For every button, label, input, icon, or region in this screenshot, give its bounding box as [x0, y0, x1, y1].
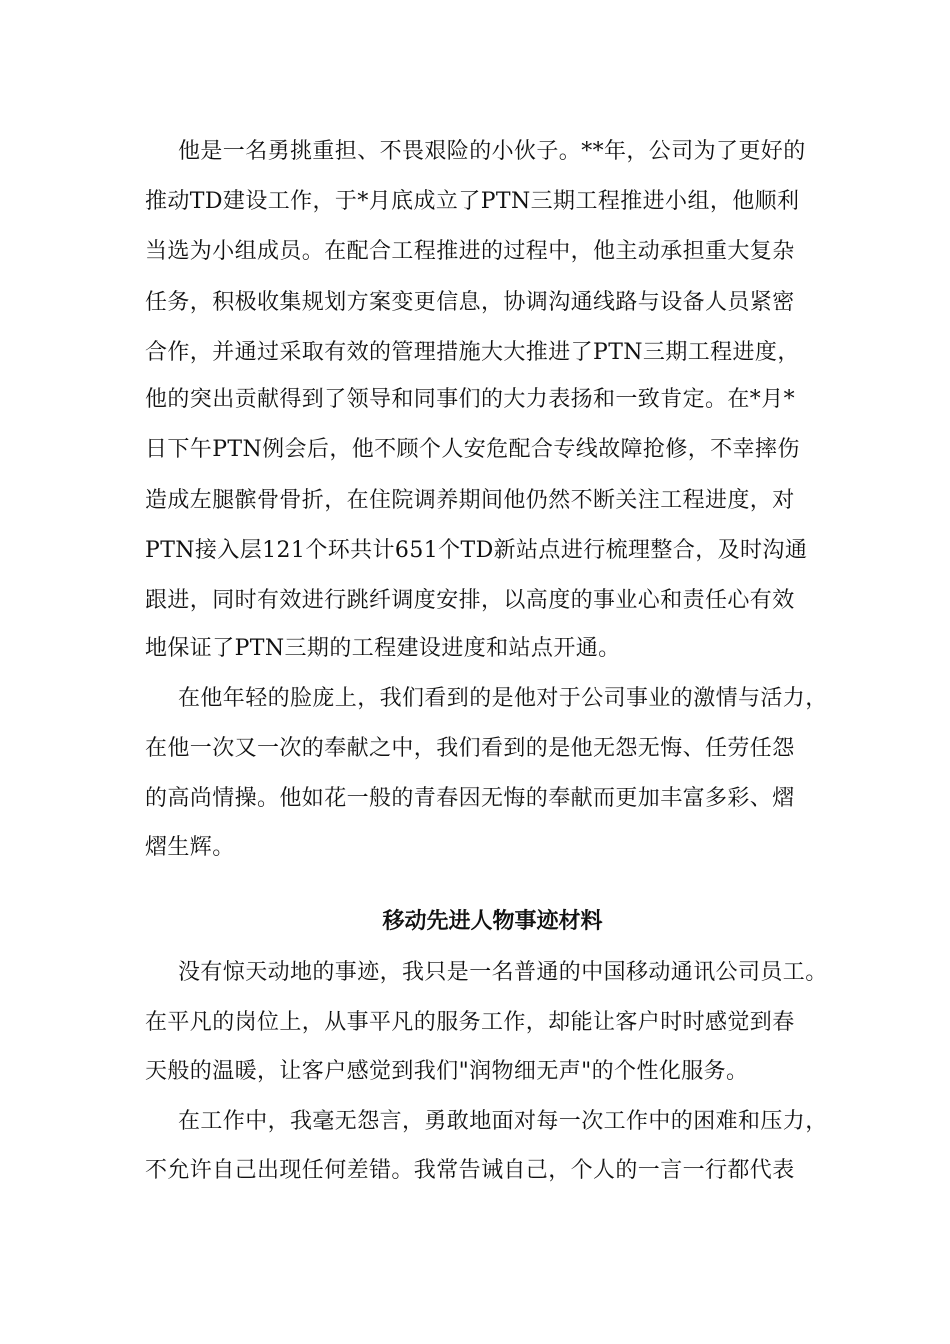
paragraph-1-line-5: 合作，并通过采取有效的管理措施大大推进了PTN三期工程进度， — [145, 340, 800, 365]
paragraph-4-line-1: 在工作中，我毫无怨言，勇敢地面对每一次工作中的困难和压力， — [178, 1109, 828, 1134]
paragraph-1-line-3: 当选为小组成员。在配合工程推进的过程中，他主动承担重大复杂 — [145, 239, 795, 264]
paragraph-1-line-10: 跟进，同时有效进行跳纤调度安排，以高度的事业心和责任心有效 — [145, 588, 795, 613]
paragraph-1-line-2: 推动TD建设工作，于*月底成立了PTN三期工程推进小组，他顺利 — [145, 189, 800, 214]
paragraph-2-line-3: 的高尚情操。他如花一般的青春因无悔的奉献而更加丰富多彩、熠 — [145, 786, 795, 811]
paragraph-1-line-7: 日下午PTN例会后，他不顾个人安危配合专线故障抢修，不幸摔伤 — [145, 437, 800, 462]
paragraph-3-line-1: 没有惊天动地的事迹，我只是一名普通的中国移动通讯公司员工。 — [178, 960, 828, 985]
paragraph-1-line-8: 造成左腿髌骨骨折，在住院调养期间他仍然不断关注工程进度，对 — [145, 488, 795, 513]
paragraph-4-line-2: 不允许自己出现任何差错。我常告诫自己，个人的一言一行都代表 — [145, 1158, 795, 1183]
paragraph-2-line-1: 在他年轻的脸庞上，我们看到的是他对于公司事业的激情与活力， — [178, 686, 828, 711]
paragraph-1-line-1: 他是一名勇挑重担、不畏艰险的小伙子。**年，公司为了更好的 — [178, 139, 806, 164]
section-heading: 移动先进人物事迹材料 — [382, 909, 603, 934]
paragraph-1-line-9: PTN接入层121个环共计651个TD新站点进行梳理整合，及时沟通 — [145, 538, 808, 563]
paragraph-3-line-3: 天般的温暖，让客户感觉到我们"润物细无声"的个性化服务。 — [145, 1059, 749, 1084]
paragraph-1-line-6: 他的突出贡献得到了领导和同事们的大力表扬和一致肯定。在*月* — [145, 387, 796, 412]
paragraph-1-line-11: 地保证了PTN三期的工程建设进度和站点开通。 — [145, 636, 621, 661]
paragraph-2-line-2: 在他一次又一次的奉献之中，我们看到的是他无怨无悔、任劳任怨 — [145, 736, 795, 761]
paragraph-3-line-2: 在平凡的岗位上，从事平凡的服务工作，却能让客户时时感觉到春 — [145, 1010, 795, 1035]
paragraph-1-line-4: 任务，积极收集规划方案变更信息，协调沟通线路与设备人员紧密 — [145, 290, 795, 315]
paragraph-2-line-4: 熠生辉。 — [145, 835, 235, 860]
